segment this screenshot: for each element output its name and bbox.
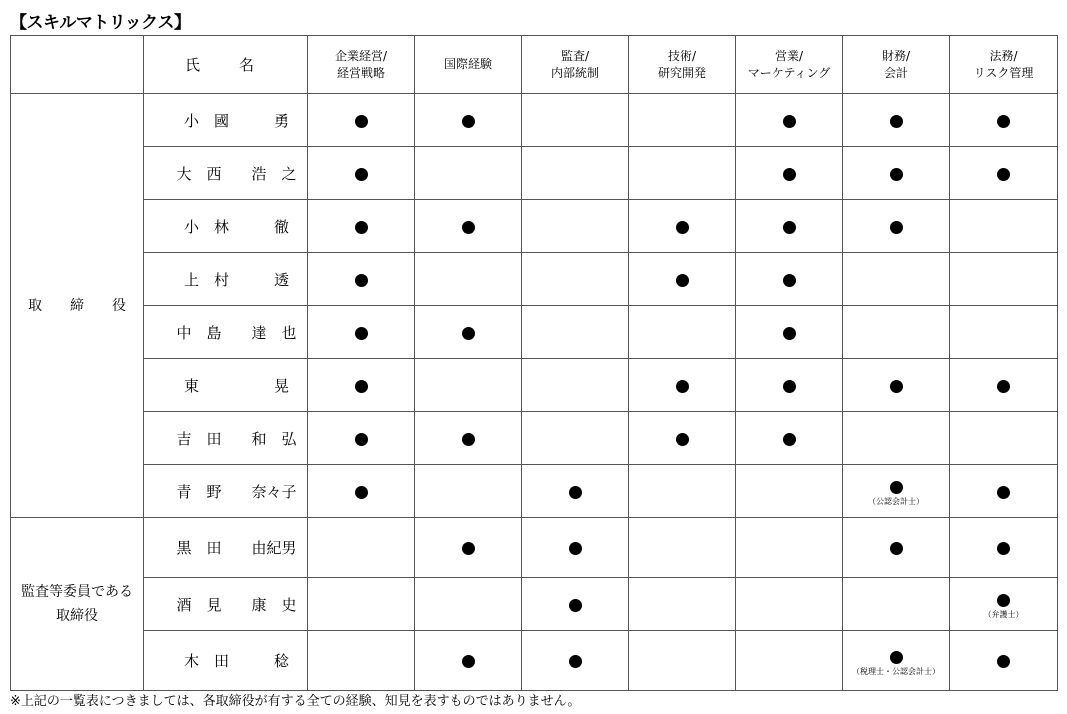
skill-mark-dot <box>676 433 689 446</box>
skill-mark-dot <box>783 274 796 287</box>
skill-mark-dot <box>997 594 1010 607</box>
skill-cell <box>415 518 522 578</box>
skill-mark-dot <box>355 380 368 393</box>
skill-mark-dot <box>355 115 368 128</box>
skill-cell <box>843 253 950 306</box>
skill-mark-dot <box>462 542 475 555</box>
skill-cell <box>308 200 415 253</box>
director-name: 小 林 徹 <box>144 200 308 253</box>
skill-cell <box>736 253 843 306</box>
skill-cell <box>843 412 950 465</box>
skill-header-line: 会計 <box>883 65 908 80</box>
skill-cell <box>415 200 522 253</box>
page-title: 【スキルマトリックス】 <box>10 13 191 33</box>
director-row <box>11 631 1058 691</box>
skill-cell <box>522 518 629 578</box>
skill-mark-dot <box>783 221 796 234</box>
skill-mark-dot <box>890 380 903 393</box>
skill-header-6 <box>950 36 1058 94</box>
skill-header-line: マーケティング <box>747 65 831 80</box>
skill-cell <box>950 412 1058 465</box>
skill-header-line: 内部統制 <box>550 65 599 80</box>
skill-header-line: リスク管理 <box>973 65 1034 80</box>
skill-cell <box>415 578 522 631</box>
skill-cell <box>736 200 843 253</box>
skill-header-4 <box>736 36 843 94</box>
skill-cell <box>843 578 950 631</box>
skill-cell <box>308 631 415 691</box>
skill-cell <box>629 253 736 306</box>
skill-mark-dot <box>676 274 689 287</box>
skill-cell <box>522 253 629 306</box>
skill-header-line: 財務/ <box>881 48 911 63</box>
skill-cell <box>843 631 950 691</box>
skill-cell <box>736 147 843 200</box>
skill-header-2 <box>522 36 629 94</box>
skill-cell <box>950 465 1058 518</box>
skill-mark-dot <box>997 486 1010 499</box>
director-row <box>11 412 1058 465</box>
skill-cell <box>415 631 522 691</box>
skill-cell <box>950 253 1058 306</box>
skill-cell <box>950 147 1058 200</box>
group-label-line: 取締役 <box>56 608 98 624</box>
skill-cell <box>415 147 522 200</box>
skill-mark-dot <box>569 599 582 612</box>
director-row <box>11 359 1058 412</box>
skill-cell <box>950 359 1058 412</box>
director-row <box>11 465 1058 518</box>
skill-header-3 <box>629 36 736 94</box>
qualification-note: （税理士・公認会計士） <box>852 666 940 676</box>
director-row <box>11 94 1058 147</box>
skill-cell <box>522 306 629 359</box>
skill-mark-dot <box>783 168 796 181</box>
skill-cell <box>629 578 736 631</box>
header-corner-cell <box>11 36 144 94</box>
skill-cell <box>629 306 736 359</box>
skill-cell <box>843 147 950 200</box>
group-label-cell <box>11 94 144 518</box>
skill-mark-dot <box>462 655 475 668</box>
skill-mark-dot <box>890 221 903 234</box>
skill-cell <box>950 200 1058 253</box>
skill-cell <box>629 412 736 465</box>
group-label <box>28 294 126 318</box>
footnote: ※上記の一覧表につきましては、各取締役が有する全ての経験、知見を表すものではありません。 <box>10 694 581 709</box>
skill-cell <box>950 578 1058 631</box>
skill-matrix-table <box>10 35 1058 691</box>
skill-header-line: 技術/ <box>667 48 697 63</box>
skill-header-0 <box>308 36 415 94</box>
director-name: 青 野 奈々子 <box>144 465 308 518</box>
name-column-header: 氏 名 <box>144 36 308 94</box>
director-row <box>11 200 1058 253</box>
skill-mark-dot <box>569 655 582 668</box>
skill-mark-dot <box>890 542 903 555</box>
skill-cell <box>736 412 843 465</box>
skill-mark-dot <box>355 433 368 446</box>
skill-mark-dot <box>783 433 796 446</box>
skill-cell <box>308 465 415 518</box>
skill-cell <box>843 306 950 359</box>
director-name: 中 島 達 也 <box>144 306 308 359</box>
skill-cell <box>415 359 522 412</box>
skill-mark-dot <box>890 115 903 128</box>
director-row <box>11 253 1058 306</box>
skill-cell <box>843 518 950 578</box>
skill-cell <box>308 578 415 631</box>
director-name: 小 國 勇 <box>144 94 308 147</box>
skill-cell <box>629 359 736 412</box>
director-name: 黒 田 由紀男 <box>144 518 308 578</box>
skill-cell <box>522 631 629 691</box>
skill-cell <box>629 631 736 691</box>
skill-mark-dot <box>676 221 689 234</box>
skill-cell <box>629 94 736 147</box>
skill-header-line: 企業経営/ <box>334 48 388 63</box>
skill-mark-dot <box>890 168 903 181</box>
skill-cell <box>950 306 1058 359</box>
skill-header-line: 法務/ <box>989 48 1018 63</box>
skill-cell <box>308 253 415 306</box>
skill-mark-dot <box>676 380 689 393</box>
skill-cell <box>522 578 629 631</box>
skill-header-line: 研究開発 <box>657 65 706 80</box>
skill-mark-dot <box>462 221 475 234</box>
skill-cell <box>843 94 950 147</box>
skill-mark-dot <box>355 168 368 181</box>
skill-header-line: 国際経験 <box>443 57 492 71</box>
skill-mark-dot <box>783 327 796 340</box>
skill-mark-dot <box>355 221 368 234</box>
skill-cell <box>843 359 950 412</box>
skill-mark-dot <box>890 651 903 664</box>
skill-cell <box>629 147 736 200</box>
skill-cell <box>629 200 736 253</box>
skill-mark-dot <box>783 380 796 393</box>
director-row <box>11 578 1058 631</box>
skill-mark-dot <box>462 327 475 340</box>
director-row <box>11 306 1058 359</box>
skill-mark-dot <box>997 115 1010 128</box>
skill-cell <box>415 465 522 518</box>
skill-cell <box>522 200 629 253</box>
skill-header-line: 監査/ <box>560 48 590 63</box>
skill-cell <box>522 465 629 518</box>
skill-mark-dot <box>997 655 1010 668</box>
skill-cell <box>950 631 1058 691</box>
group-label <box>21 580 133 628</box>
director-name: 吉 田 和 弘 <box>144 412 308 465</box>
skill-header-1 <box>415 36 522 94</box>
skill-cell <box>736 306 843 359</box>
skill-mark-dot <box>890 481 903 494</box>
director-row <box>11 147 1058 200</box>
skill-cell <box>522 147 629 200</box>
skill-cell <box>629 518 736 578</box>
skill-mark-dot <box>355 274 368 287</box>
skill-cell <box>522 359 629 412</box>
director-name: 上 村 透 <box>144 253 308 306</box>
skill-cell <box>629 465 736 518</box>
director-row <box>11 518 1058 578</box>
skill-cell <box>736 465 843 518</box>
skill-cell <box>308 147 415 200</box>
skill-mark-dot <box>355 486 368 499</box>
director-name: 大 西 浩 之 <box>144 147 308 200</box>
skill-cell <box>308 306 415 359</box>
director-name: 酒 見 康 史 <box>144 578 308 631</box>
skill-cell <box>522 94 629 147</box>
skill-cell <box>736 631 843 691</box>
skill-header-line: 経営戦略 <box>336 65 385 80</box>
group-label-cell <box>11 518 144 691</box>
qualification-note: （公認会計士） <box>868 497 924 506</box>
group-label-line: 取 締 役 <box>28 297 126 314</box>
skill-cell <box>736 578 843 631</box>
director-name: 木 田 稔 <box>144 631 308 691</box>
skill-cell <box>736 359 843 412</box>
skill-mark-dot <box>569 542 582 555</box>
skill-mark-dot <box>997 542 1010 555</box>
skill-cell <box>736 518 843 578</box>
skill-cell <box>843 465 950 518</box>
header-row <box>11 36 1058 94</box>
skill-cell <box>415 253 522 306</box>
skill-cell <box>308 412 415 465</box>
qualification-note: （弁護士） <box>983 610 1024 619</box>
skill-cell <box>308 94 415 147</box>
skill-cell <box>308 518 415 578</box>
skill-mark-dot <box>355 327 368 340</box>
skill-cell <box>950 518 1058 578</box>
skill-mark-dot <box>462 115 475 128</box>
skill-cell <box>415 94 522 147</box>
skill-mark-dot <box>462 433 475 446</box>
skill-header-5 <box>843 36 950 94</box>
skill-header-line: 営業/ <box>774 48 804 63</box>
skill-cell <box>736 94 843 147</box>
skill-mark-dot <box>997 168 1010 181</box>
director-name: 東 晃 <box>144 359 308 412</box>
skill-cell <box>308 359 415 412</box>
skill-cell <box>843 200 950 253</box>
skill-cell <box>522 412 629 465</box>
skill-cell <box>415 412 522 465</box>
group-label-line: 監査等委員である <box>21 584 133 600</box>
skill-mark-dot <box>569 486 582 499</box>
skill-mark-dot <box>783 115 796 128</box>
skill-mark-dot <box>997 380 1010 393</box>
skill-cell <box>950 94 1058 147</box>
skill-cell <box>415 306 522 359</box>
